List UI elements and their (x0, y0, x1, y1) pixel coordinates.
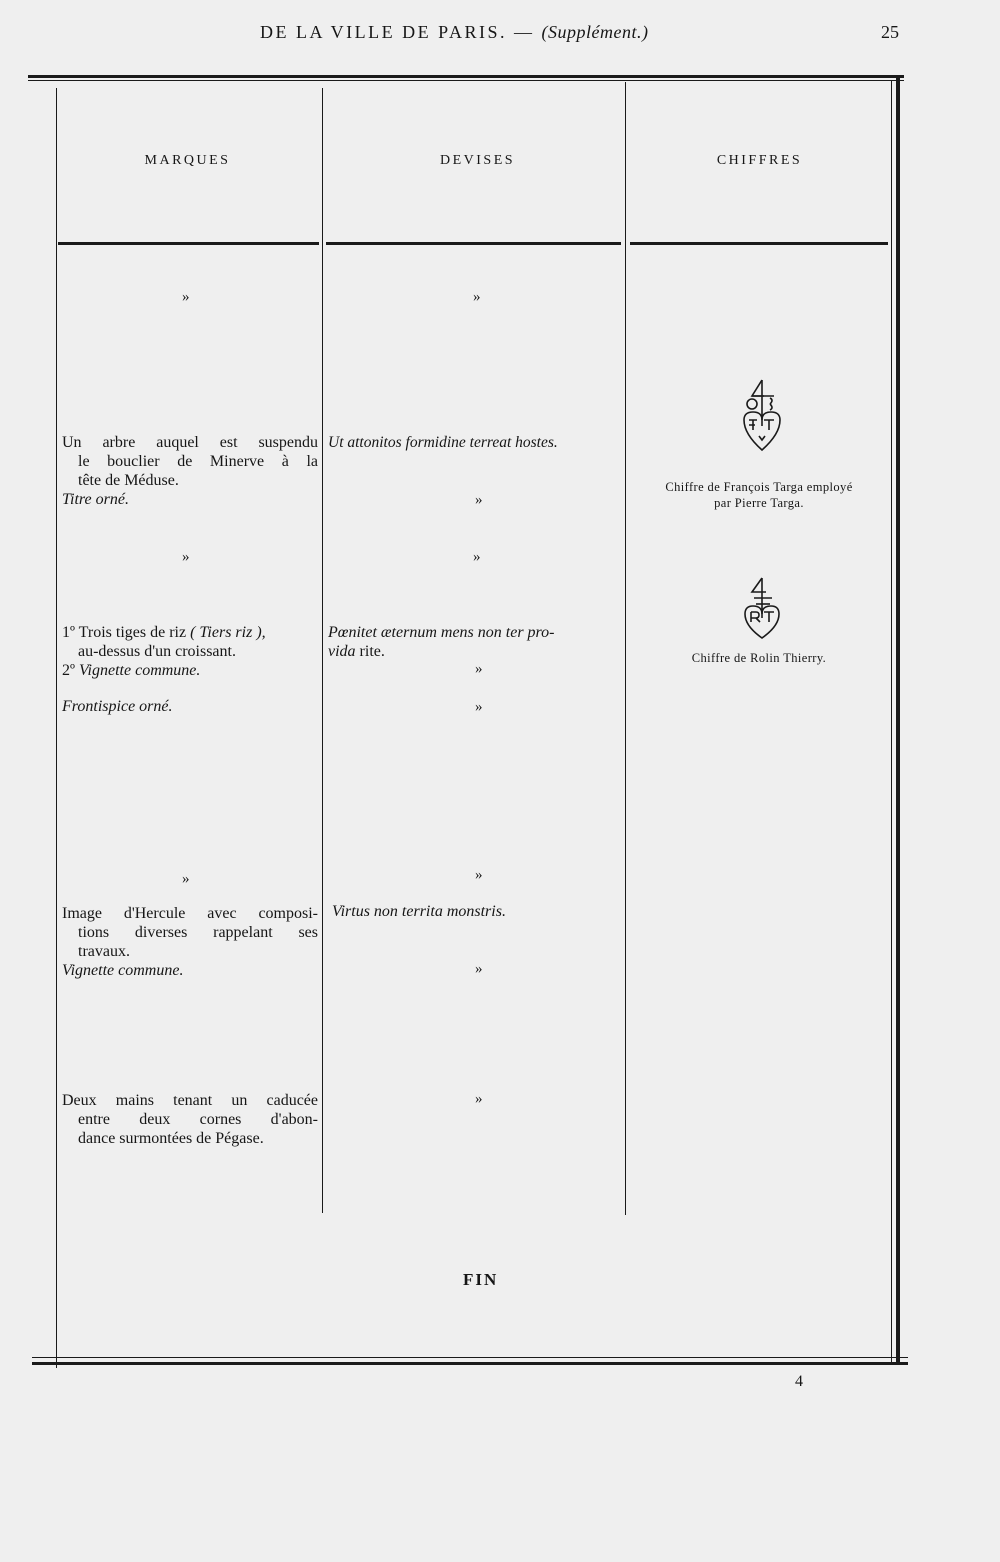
marque-text-line: au-dessus d'un croissant. (78, 643, 236, 660)
devise-empty: » (475, 661, 483, 677)
marque-text-line: dance surmontées de Pégase. (78, 1130, 264, 1147)
marque-text-line: entre deux cornes d'abon- (78, 1111, 318, 1128)
page-number: 25 (881, 22, 899, 42)
running-head-title: DE LA VILLE DE PARIS. — (260, 22, 535, 42)
marque-note: Titre orné. (62, 491, 129, 508)
targa-cipher-emblem (738, 376, 784, 456)
devise-empty: » (475, 961, 483, 977)
chiffre-caption: Chiffre de François Targa employé (665, 480, 853, 494)
devise-motto-line (328, 643, 385, 661)
devise-motto: Ut attonitos formidine terreat hostes. (328, 434, 558, 451)
devise-empty: » (473, 549, 481, 565)
right-frame-rule-thin (891, 80, 892, 1362)
marque-empty: » (182, 549, 190, 565)
devise-empty: » (473, 289, 481, 305)
header-rule-marques (58, 242, 319, 245)
marque-text-line (62, 662, 200, 680)
top-rule-thin (28, 80, 904, 81)
marque-text-line: Un arbre auquel est suspendu (62, 434, 318, 451)
marque-note: Frontispice orné. (62, 698, 173, 715)
fin-label: FIN (463, 1270, 499, 1289)
devise-motto-text: rite. (359, 643, 385, 660)
marque-text-line: travaux. (78, 943, 130, 960)
devise-empty: » (475, 1091, 483, 1107)
bottom-rule (32, 1362, 908, 1365)
marque-text: 2º (62, 662, 75, 679)
running-head-supplement: (Supplément.) (541, 22, 649, 42)
bottom-rule-thin (32, 1357, 908, 1358)
thierry-cipher-emblem (740, 574, 784, 642)
header-rule-chiffres (630, 242, 888, 245)
marque-text: 1º Trois tiges de riz (62, 624, 187, 641)
marque-empty: » (182, 289, 190, 305)
top-rule (28, 75, 904, 78)
chiffre-caption: par Pierre Targa. (714, 496, 804, 510)
devise-motto-italic: vida (328, 643, 356, 660)
devise-motto-line (328, 624, 555, 642)
header-rule-devises (326, 242, 621, 245)
devise-motto-italic: ter pro- (505, 624, 555, 641)
devise-motto: Virtus non territa monstris. (332, 903, 506, 920)
marque-text-line: tête de Méduse. (78, 472, 179, 489)
right-frame-rule (896, 78, 900, 1364)
chiffre-caption: Chiffre de Rolin Thierry. (691, 651, 827, 665)
marque-text-line: Image d'Hercule avec composi- (62, 905, 318, 922)
devise-empty: » (475, 492, 483, 508)
marque-text-line (62, 624, 266, 642)
column-divider-1 (322, 88, 323, 1213)
devise-empty: » (475, 867, 483, 883)
left-frame-rule (56, 88, 57, 1368)
column-header-marques: MARQUES (144, 153, 231, 168)
marque-text-italic: Vignette commune. (78, 662, 201, 679)
marque-text-line: Deux mains tenant un caducée (62, 1092, 318, 1109)
column-header-chiffres: CHIFFRES (716, 153, 803, 168)
marque-text-italic: ( Tiers riz ), (190, 624, 266, 641)
marque-text-line: tions diverses rappelant ses (78, 924, 318, 941)
running-head (260, 22, 648, 43)
column-header-devises: DEVISES (439, 153, 516, 168)
column-divider-2 (625, 82, 626, 1215)
devise-motto-italic: Pœnitet æternum mens non (328, 624, 502, 641)
marque-note: Vignette commune. (62, 962, 184, 979)
marque-text-line: le bouclier de Minerve à la (78, 453, 318, 470)
signature-mark: 4 (795, 1373, 803, 1390)
devise-empty: » (475, 699, 483, 715)
marque-empty: » (182, 871, 190, 887)
